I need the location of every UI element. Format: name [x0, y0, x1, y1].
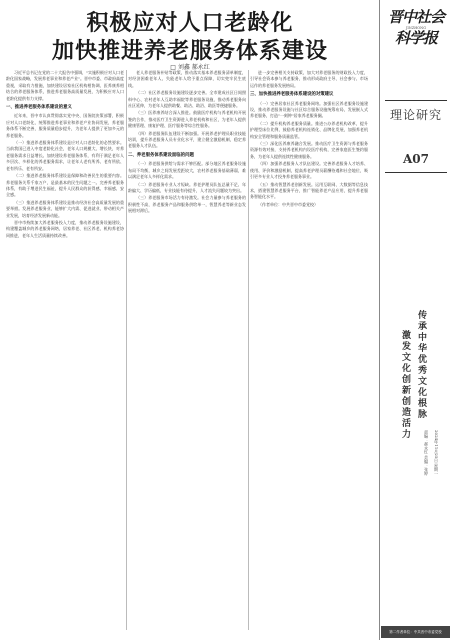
- paragraph: 习近平总书记在党的二十大报告中强调，"实施积极应对人口老龄化国家战略，发展养老事业和养老产业"。晋中市委、市政府高度重视，采取有力措施，加快建设居家社区机构相协调、医养康养相结合的养老服务体系，推进养老服务高质量发展，为积极应对人口老龄化提供有力支撑。: [6, 70, 124, 101]
- paragraph: （一）完善居家社区养老服务网络。加强社区养老服务设施建设，推动养老服务设施与社区综合服务设施统筹布局，发展嵌入式养老服务，打造"一刻钟"居家养老服务圈。: [250, 100, 368, 119]
- article-column-1: [6, 70, 124, 630]
- paragraph: （二）养老服务专业人才短缺。养老护理员队伍总量不足、年龄偏大、学历偏低，专业技能有待提升，人才流失问题较为突出。: [128, 181, 246, 193]
- section-rule-top: [385, 100, 447, 101]
- paragraph: （二）社区养老服务设施建设逐步完善。全市建成社区日间照料中心、农村老年人互助幸福院等养老服务设施，推动养老服务向社区延伸，为老年人提供助餐、助洁、助浴、助医等便捷服务。: [128, 90, 246, 109]
- paragraph: 老人养老服务补贴等政策，推动落实基本养老服务清单制度，对经济困难老年人、失能老年人给予重点保障，切实兜牢民生底线。: [128, 70, 246, 88]
- article-column-3: [250, 70, 368, 630]
- byline: □ 刘鑫 郝永红: [170, 64, 210, 71]
- masthead-subtitle: JINZHONG: [405, 26, 427, 30]
- column-divider: [126, 70, 127, 630]
- editor-credits: 责编：郝永红 美编：张婷: [424, 430, 429, 476]
- sidebar-divider: [379, 0, 380, 640]
- article-column-2: [128, 70, 246, 630]
- issue-date: 2024年11月25日 星期一: [434, 430, 439, 476]
- paragraph: （三）推进养老服务体系建设是推动经济社会高质量发展的重要举措。发展养老服务业，能够扩大内需、促进就业、带动相关产业发展，培育经济发展新动能。: [6, 199, 124, 218]
- paragraph: （四）加强养老服务人才队伍建设。完善养老服务人才培养、使用、评价和激励机制，提高养老护理员薪酬待遇和社会地位，吸引更多专业人才投身养老服务事业。: [250, 161, 368, 180]
- column-divider: [248, 70, 249, 630]
- paragraph: （五）推动智慧养老创新发展。运用互联网、大数据等信息技术，搭建智慧养老服务平台，推广智能养老产品应用，提升养老服务智能化水平。: [250, 181, 368, 200]
- bottom-strip: 第二作者单位：中共晋中市委党校: [381, 626, 450, 638]
- paragraph: （作者单位：中共晋中市委党校）: [258, 201, 318, 207]
- section-heading: 三、加快推进养老服务体系建设的对策建议: [250, 92, 334, 98]
- paragraph: （三）深化医养康养融合发展。推动医疗卫生资源与养老服务资源有效对接，支持养老机构内设医疗机构，完善家庭医生签约服务，为老年人提供连续性健康服务。: [250, 141, 368, 159]
- paragraph: 进一步完善相关支持政策，加大对养老服务的财政投入力度，引导社会资本参与养老服务，推动形成政府主导、社会参与、市场运作的养老服务发展格局。: [250, 70, 368, 88]
- page-number: A07: [402, 152, 429, 166]
- section-rule-bottom: [385, 172, 447, 173]
- paragraph: （三）养老服务市场活力有待激发。社会力量参与养老服务的积极性不高，养老服务产品和服务供给单一，智慧养老等新业态发展相对滞后。: [128, 195, 246, 214]
- section-heading: 一、推进养老服务体系建设的意义: [6, 105, 72, 111]
- section-title: 理论研究: [389, 108, 442, 122]
- paragraph: （四）养老服务队伍建设不断加强。开展养老护理员职业技能培训，提升养老服务人员专业化水平，建立健全激励机制，稳定养老服务人才队伍。: [128, 130, 246, 149]
- section-heading: 二、养老服务体系建设面临的问题: [128, 152, 194, 158]
- masthead-logo: 晋中社会科学报: [387, 8, 444, 47]
- headline-line-2: 加快推进养老服务体系建设: [51, 38, 328, 64]
- paragraph: （二）提升机构养老服务质量。推进公办养老机构改革，提升护理型床位比例，鼓励养老机构连锁化、品牌化发展，加强养老机构安全管理和服务质量监管。: [250, 120, 368, 139]
- slogan-line-1: 传承中华优秀文化根脉: [416, 310, 426, 420]
- paragraph: （一）养老服务供给与需求不够匹配。部分地区养老服务设施布局不均衡，城乡之间发展差距较大，农村养老服务基础薄弱，难以满足老年人多样化需求。: [128, 161, 246, 180]
- sidebar: [381, 0, 450, 640]
- paragraph: 晋中市持续加大养老服务投入力度，推动养老服务设施建设，构建覆盖城乡的养老服务网络，居家养老、社区养老、机构养老协同推进，老年人生活质量持续改善。: [6, 219, 124, 238]
- paragraph: （二）推进养老服务体系建设是保障和改善民生的重要内容。养老服务关系千家万户，是最基本的民生问题之一。完善养老服务体系，有助于增进民生福祉，提升人民群众的获得感、幸福感、安全感。: [6, 173, 124, 198]
- headline-line-1: 积极应对人口老龄化: [86, 10, 294, 36]
- slogan-line-2: 激发文化创新创造活力: [400, 330, 410, 440]
- paragraph: 近年来，晋中市认真贯彻落实党中央、国务院决策部署，积极应对人口老龄化，统筹推进养老事业和养老产业协同发展，养老服务体系不断完善，服务质量稳步提升，为老年人提供了更加多元的养老服务。: [6, 113, 124, 138]
- paragraph: （一）推进养老服务体系建设是应对人口老龄化的必然要求。当前我国已进入中度老龄化社会，老年人口规模大、增长快，对养老服务需求日益增长。加快建设养老服务体系，有利于满足老年人多层次、多样化的养老服务需求，让老年人老有所养、老有所依、老有所乐、老有所安。: [6, 140, 124, 171]
- paragraph: （三）医养康养结合深入推进。鼓励医疗机构与养老机构开展签约合作，推动医疗卫生资源进入养老机构和社区，为老年人提供健康管理、康复护理、医疗服务等综合性服务。: [128, 110, 246, 129]
